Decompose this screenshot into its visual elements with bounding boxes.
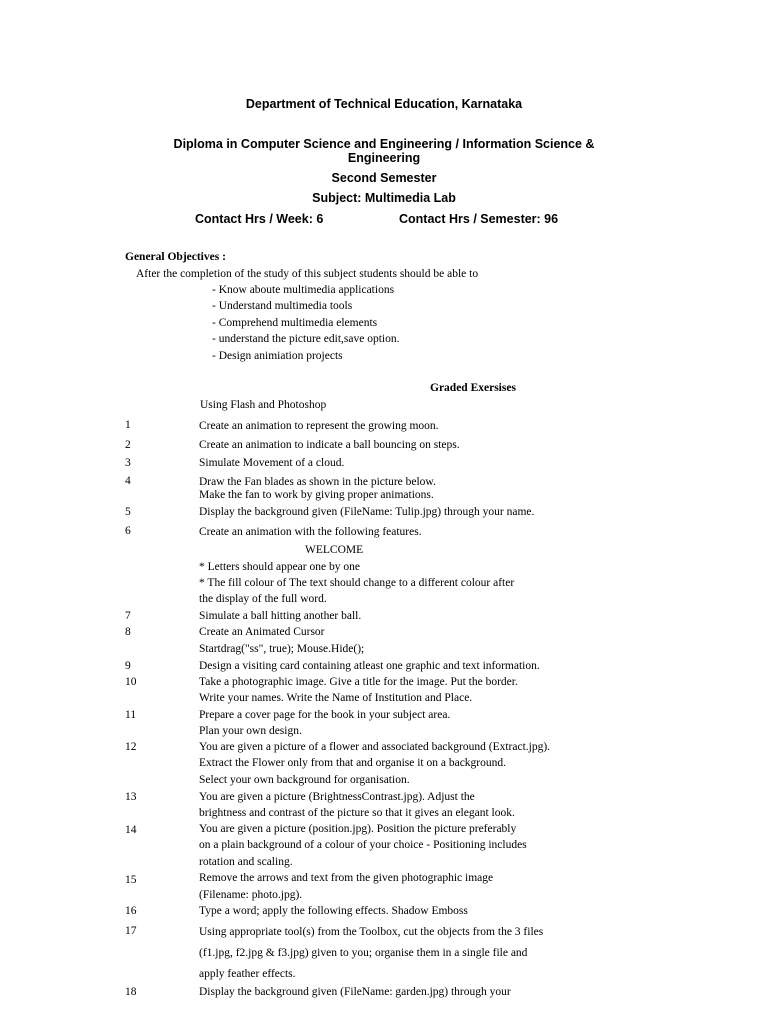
exercise-number: 6	[125, 525, 131, 537]
objective-item: - Know aboute multimedia applications	[212, 284, 395, 296]
exercise-text: Type a word; apply the following effects. Shadow Emboss	[199, 905, 468, 917]
exercise-text: Create an animation to represent the growing moon.	[199, 420, 439, 432]
semester-title: Second Semester	[331, 171, 437, 185]
exercise-text: Draw the Fan blades as shown in the picture below.	[199, 476, 436, 488]
exercise-text: Simulate Movement of a cloud.	[199, 457, 345, 469]
exercise-text: Take a photographic image. Give a title for the image. Put the border.	[199, 676, 518, 688]
subject-title: Subject: Multimedia Lab	[312, 191, 456, 205]
exercise-number: 14	[125, 824, 137, 836]
contact-hours-week: Contact Hrs / Week: 6	[195, 212, 324, 226]
exercise-text: You are given a picture of a flower and associated background (Extract.jpg).	[199, 741, 551, 753]
exercise-text: Write your names. Write the Name of Institution and Place.	[199, 692, 473, 704]
objective-item: - Comprehend multimedia elements	[212, 317, 378, 329]
exercise-text: Create an Animated Cursor	[199, 626, 325, 638]
exercise-number: 11	[125, 709, 137, 721]
exercise-number: 3	[125, 457, 131, 469]
exercises-heading: Graded Exersises	[430, 382, 516, 394]
department-title: Department of Technical Education, Karnataka	[245, 97, 523, 111]
exercise-text: Simulate a ball hitting another ball.	[199, 610, 362, 622]
exercise-number: 4	[125, 475, 131, 487]
welcome-word: WELCOME	[305, 544, 364, 556]
exercise-text: (Filename: photo.jpg).	[199, 889, 303, 901]
exercise-text: Display the background given (FileName: Tulip.jpg) through your name.	[199, 506, 535, 518]
diploma-title-line2: Engineering	[347, 151, 421, 165]
exercise-number: 9	[125, 660, 131, 672]
objectives-intro: After the completion of the study of this subject students should be able to	[136, 268, 479, 280]
exercise-text: Startdrag("ss", true); Mouse.Hide();	[199, 643, 365, 655]
exercise-text: brightness and contrast of the picture so that it gives an elegant look.	[199, 807, 515, 819]
exercise-text: Prepare a cover page for the book in your subject area.	[199, 709, 451, 721]
exercise-number: 17	[125, 925, 137, 937]
objective-item: - Understand multimedia tools	[212, 300, 353, 312]
exercise-number: 10	[125, 676, 137, 688]
exercise-number: 2	[125, 439, 131, 451]
exercise-text: Select your own background for organisation.	[199, 774, 410, 786]
exercise-text: on a plain background of a colour of your choice - Positioning includes	[199, 839, 527, 851]
objectives-heading: General Objectives :	[125, 251, 226, 263]
exercise-text: Display the background given (FileName: garden.jpg) through your	[199, 986, 511, 998]
exercise-text: Create an animation to indicate a ball bouncing on steps.	[199, 439, 460, 451]
exercise-number: 18	[125, 986, 137, 998]
exercise-text: You are given a picture (BrightnessContrast.jpg). Adjust the	[199, 791, 475, 803]
exercise-text: Create an animation with the following features.	[199, 526, 422, 538]
exercise-number: 13	[125, 791, 137, 803]
objective-item: - understand the picture edit,save option.	[212, 333, 400, 345]
contact-hours-semester: Contact Hrs / Semester: 96	[399, 212, 559, 226]
exercise-text: (f1.jpg, f2.jpg & f3.jpg) given to you; organise them in a single file and	[199, 947, 528, 959]
exercise-text: Remove the arrows and text from the given photographic image	[199, 872, 494, 884]
exercise-number: 12	[125, 741, 137, 753]
exercise-text: Plan your own design.	[199, 725, 302, 737]
exercise-number: 7	[125, 610, 131, 622]
exercise-text: rotation and scaling.	[199, 856, 293, 868]
exercise-text: You are given a picture (position.jpg). Position the picture preferably	[199, 823, 517, 835]
exercise-number: 16	[125, 905, 137, 917]
exercises-subheading: Using Flash and Photoshop	[200, 399, 327, 411]
objective-item: - Design animiation projects	[212, 350, 343, 362]
exercise-text: * Letters should appear one by one	[199, 561, 360, 573]
exercise-number: 8	[125, 626, 131, 638]
diploma-title-line1: Diploma in Computer Science and Engineering / Information Science &	[173, 137, 595, 151]
exercise-text: apply feather effects.	[199, 968, 296, 980]
exercise-text: Make the fan to work by giving proper animations.	[199, 489, 434, 501]
exercise-number: 1	[125, 419, 131, 431]
exercise-text: the display of the full word.	[199, 593, 327, 605]
exercise-text: Using appropriate tool(s) from the Toolbox, cut the objects from the 3 files	[199, 926, 544, 938]
exercise-number: 15	[125, 874, 137, 886]
exercise-text: Extract the Flower only from that and organise it on a background.	[199, 757, 507, 769]
exercise-text: * The fill colour of The text should change to a different colour after	[199, 577, 515, 589]
exercise-text: Design a visiting card containing atleast one graphic and text information.	[199, 660, 540, 672]
exercise-number: 5	[125, 506, 131, 518]
